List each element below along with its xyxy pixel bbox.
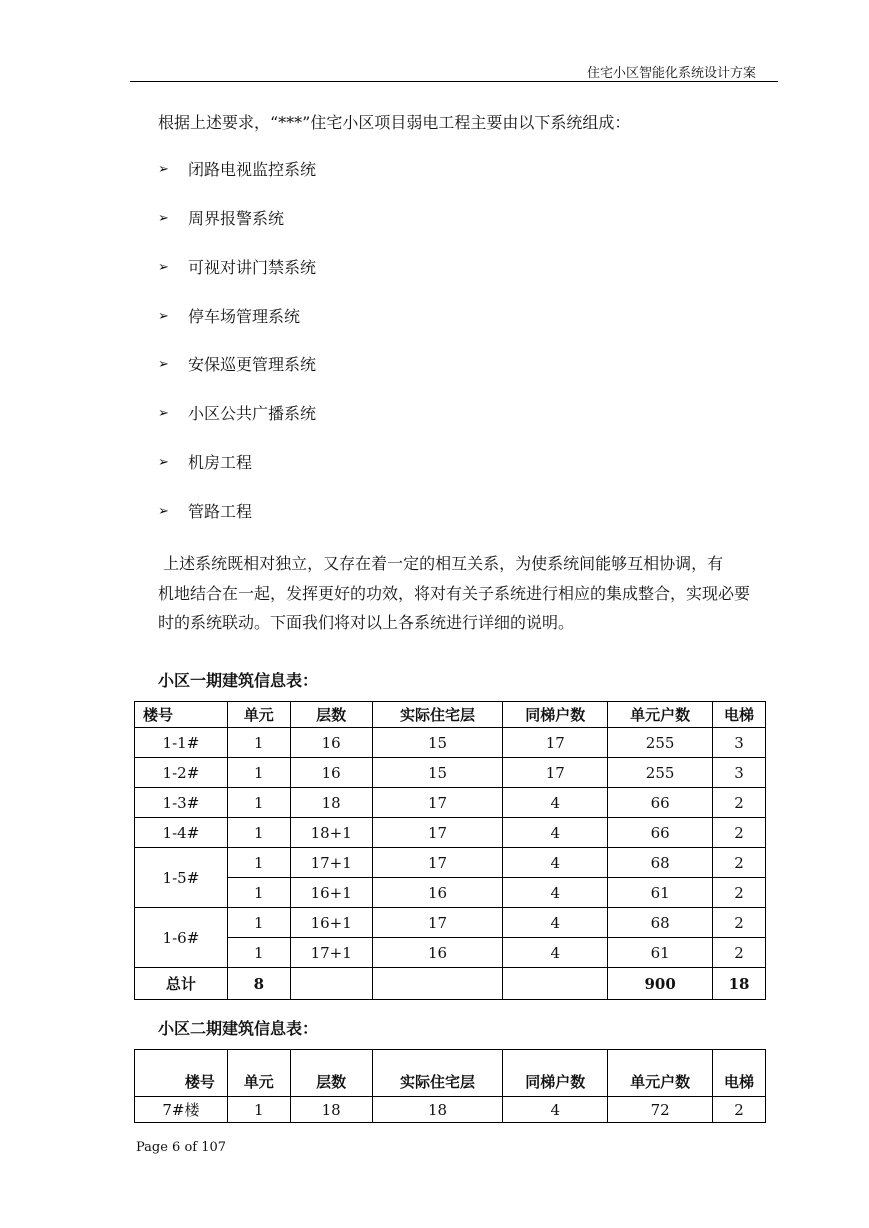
list-item-label: 小区公共广播系统 xyxy=(188,404,317,423)
column-header: 单元 xyxy=(227,1050,290,1097)
table-cell: 1-4# xyxy=(135,818,228,848)
list-item-label: 安保巡更管理系统 xyxy=(188,355,317,374)
table-cell: 16 xyxy=(290,758,372,788)
table-cell: 2 xyxy=(713,908,766,938)
table-cell: 16+1 xyxy=(290,878,372,908)
phase1-building-table xyxy=(134,701,766,1000)
table-cell: 1-3# xyxy=(135,788,228,818)
total-households: 900 xyxy=(608,968,713,1000)
table-cell: 17 xyxy=(503,758,608,788)
table-cell: 17 xyxy=(372,788,503,818)
table1-caption: 小区一期建筑信息表： xyxy=(158,671,319,690)
total-elevators: 18 xyxy=(713,968,766,1000)
body-paragraph xyxy=(158,549,776,638)
table-cell: 1 xyxy=(227,818,290,848)
table-cell: 4 xyxy=(503,908,608,938)
list-item xyxy=(158,209,284,229)
table-cell: 4 xyxy=(503,938,608,968)
table-cell: 1-6# xyxy=(135,908,228,968)
list-item-label: 停车场管理系统 xyxy=(188,307,301,326)
list-item-label: 闭路电视监控系统 xyxy=(188,160,317,179)
arrow-bullet-icon: ➢ xyxy=(158,211,169,226)
table-cell: 61 xyxy=(608,938,713,968)
table-cell: 1-2# xyxy=(135,758,228,788)
table-cell xyxy=(372,968,503,1000)
arrow-bullet-icon: ➢ xyxy=(158,309,169,324)
table-row xyxy=(135,728,766,758)
paragraph-line: 机地结合在一起，发挥更好的功效，将对有关子系统进行相应的集成整合，实现必要 xyxy=(158,583,751,603)
table-cell: 255 xyxy=(608,758,713,788)
table-cell: 7#楼 xyxy=(135,1097,228,1123)
table-cell: 1 xyxy=(227,878,290,908)
paragraph-line: 时的系统联动。下面我们将对以上各系统进行详细的说明。 xyxy=(158,613,575,632)
table-cell: 2 xyxy=(713,938,766,968)
table-row xyxy=(135,908,766,938)
table-cell: 17+1 xyxy=(290,848,372,878)
list-item xyxy=(158,355,316,375)
table-cell: 4 xyxy=(503,1097,608,1123)
table-row xyxy=(135,938,766,968)
table-cell: 15 xyxy=(372,758,503,788)
table-total-row xyxy=(135,968,766,1000)
table-cell: 68 xyxy=(608,848,713,878)
table-cell: 66 xyxy=(608,788,713,818)
column-header: 单元 xyxy=(227,702,290,728)
list-item-label: 管路工程 xyxy=(188,502,253,521)
column-header: 单元户数 xyxy=(608,1050,713,1097)
table-cell: 18+1 xyxy=(290,818,372,848)
table-cell: 15 xyxy=(372,728,503,758)
table-row xyxy=(135,1097,766,1123)
table-cell: 17 xyxy=(372,848,503,878)
column-header: 楼号 xyxy=(135,702,228,728)
list-item xyxy=(158,404,316,424)
table-cell: 61 xyxy=(608,878,713,908)
arrow-bullet-icon: ➢ xyxy=(158,260,169,275)
list-item xyxy=(158,160,316,180)
table-cell: 72 xyxy=(608,1097,713,1123)
table-cell: 16 xyxy=(372,938,503,968)
table-cell: 1 xyxy=(227,728,290,758)
table-cell: 3 xyxy=(713,728,766,758)
table-cell: 3 xyxy=(713,758,766,788)
list-item-label: 可视对讲门禁系统 xyxy=(188,258,317,277)
table-row xyxy=(135,758,766,788)
column-header: 实际住宅层 xyxy=(372,702,503,728)
list-item-label: 周界报警系统 xyxy=(188,209,285,228)
list-item xyxy=(158,453,252,473)
table-cell: 1 xyxy=(227,938,290,968)
table-cell: 2 xyxy=(713,1097,766,1123)
table-cell: 18 xyxy=(290,1097,372,1123)
list-item xyxy=(158,258,316,278)
table-cell: 1 xyxy=(227,758,290,788)
column-header: 电梯 xyxy=(713,702,766,728)
page-header-title: 住宅小区智能化系统设计方案 xyxy=(586,66,756,81)
table-cell: 4 xyxy=(503,878,608,908)
table-cell: 1 xyxy=(227,788,290,818)
arrow-bullet-icon: ➢ xyxy=(158,162,169,177)
table-cell: 16 xyxy=(372,878,503,908)
table2-caption: 小区二期建筑信息表： xyxy=(158,1019,319,1038)
column-header: 楼号 xyxy=(135,1050,228,1097)
table-row xyxy=(135,878,766,908)
paragraph-line: 上述系统既相对独立，又存在着一定的相互关系，为使系统间能够互相协调，有 xyxy=(158,554,724,573)
table-cell: 68 xyxy=(608,908,713,938)
table-cell: 1 xyxy=(227,848,290,878)
header-rule xyxy=(130,81,778,82)
table-cell: 4 xyxy=(503,788,608,818)
table-cell: 66 xyxy=(608,818,713,848)
table-cell: 18 xyxy=(290,788,372,818)
table-cell: 2 xyxy=(713,788,766,818)
arrow-bullet-icon: ➢ xyxy=(158,504,169,519)
arrow-bullet-icon: ➢ xyxy=(158,455,169,470)
table-cell: 1-1# xyxy=(135,728,228,758)
column-header: 同梯户数 xyxy=(503,702,608,728)
arrow-bullet-icon: ➢ xyxy=(158,406,169,421)
table-cell: 2 xyxy=(713,818,766,848)
table-cell: 2 xyxy=(713,878,766,908)
list-item xyxy=(158,502,252,522)
table-row xyxy=(135,788,766,818)
list-item-label: 机房工程 xyxy=(188,453,253,472)
total-units: 8 xyxy=(227,968,290,1000)
table-cell: 2 xyxy=(713,848,766,878)
column-header: 实际住宅层 xyxy=(372,1050,503,1097)
table-cell: 17 xyxy=(503,728,608,758)
table-cell: 255 xyxy=(608,728,713,758)
column-header: 层数 xyxy=(290,1050,372,1097)
intro-text: 根据上述要求，“***”住宅小区项目弱电工程主要由以下系统组成： xyxy=(158,113,631,132)
table-cell xyxy=(503,968,608,1000)
table-row xyxy=(135,848,766,878)
column-header: 单元户数 xyxy=(608,702,713,728)
arrow-bullet-icon: ➢ xyxy=(158,357,169,372)
table-cell: 4 xyxy=(503,818,608,848)
column-header: 同梯户数 xyxy=(503,1050,608,1097)
table-cell: 1-5# xyxy=(135,848,228,908)
page-footer: Page 6 of 107 xyxy=(136,1140,227,1155)
phase2-building-table xyxy=(134,1049,766,1123)
table-cell: 17+1 xyxy=(290,938,372,968)
list-item xyxy=(158,307,300,327)
table-cell: 18 xyxy=(372,1097,503,1123)
table-header-row xyxy=(135,702,766,728)
table-cell xyxy=(290,968,372,1000)
table-cell: 17 xyxy=(372,908,503,938)
total-label: 总计 xyxy=(135,968,228,1000)
table-cell: 17 xyxy=(372,818,503,848)
table-header-row xyxy=(135,1050,766,1097)
table-cell: 1 xyxy=(227,1097,290,1123)
table-cell: 16+1 xyxy=(290,908,372,938)
column-header: 电梯 xyxy=(713,1050,766,1097)
table-cell: 1 xyxy=(227,908,290,938)
table-cell: 16 xyxy=(290,728,372,758)
table-cell: 4 xyxy=(503,848,608,878)
column-header: 层数 xyxy=(290,702,372,728)
table-row xyxy=(135,818,766,848)
